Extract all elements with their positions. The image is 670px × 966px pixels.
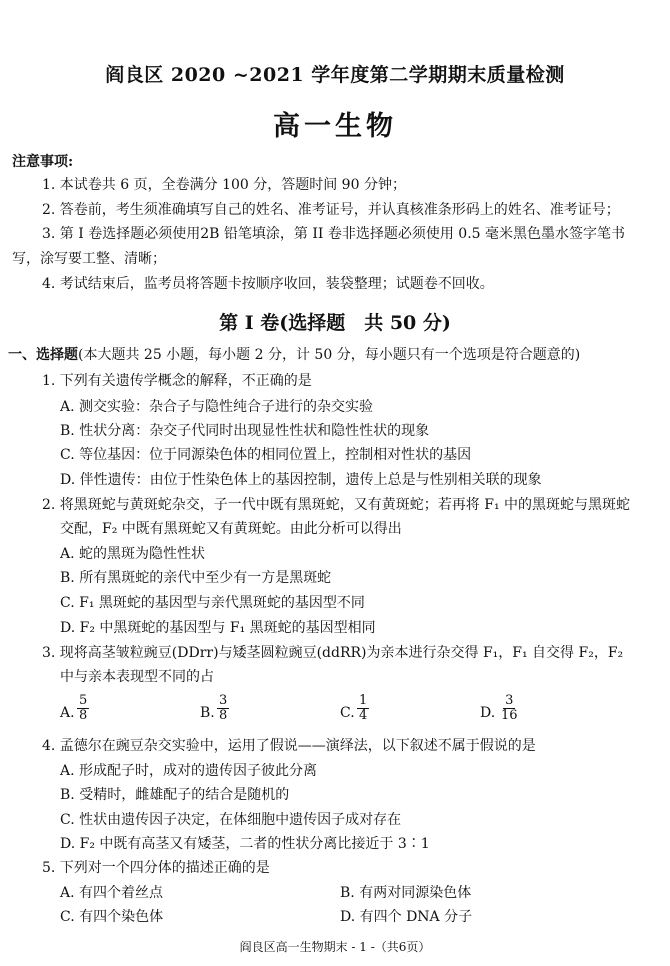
note-item: 4. 考试结束后，监考员将答题卡按顺序收回，装袋整理；试题卷不回收。 [42, 276, 494, 292]
part-description: (本大题共 25 小题，每小题 2 分，计 50 分，每小题只有一个选项是符合题意的) [78, 347, 581, 363]
numerator: 5 [79, 693, 88, 708]
question-stem: 5. 下列对一个四分体的描述正确的是 [42, 860, 270, 876]
denominator: 4 [359, 708, 368, 723]
question-stem: 中与亲本表现型不同的占 [60, 669, 214, 685]
option-fraction [501, 694, 518, 723]
option-label: D. [480, 705, 496, 721]
denominator: 8 [79, 708, 88, 723]
part-heading [8, 346, 580, 364]
option: D. F₂ 中黑斑蛇的基因型与 F₁ 黑斑蛇的基因型相同 [60, 620, 376, 636]
note-item: 1. 本试卷共 6 页，全卷满分 100 分，答题时间 90 分钟； [42, 177, 406, 193]
subject-title: 高一生物 [273, 111, 397, 142]
option: C. 等位基因：位于同源染色体的相同位置上，控制相对性状的基因 [60, 447, 472, 463]
option-label: C. [340, 705, 355, 721]
option: C. F₁ 黑斑蛇的基因型与亲代黑斑蛇的基因型不同 [60, 595, 365, 611]
option: D. 有四个 DNA 分子 [340, 909, 473, 925]
note-item: 3. 第 I 卷选择题必须使用2B 铅笔填涂，第 II 卷非选择题必须使用 0.5 毫米黑色墨水签字笔书 [42, 226, 626, 242]
option-fraction [77, 694, 89, 723]
option: A. 形成配子时，成对的遗传因子彼此分离 [60, 763, 318, 779]
note-item: 写，涂写要工整、清晰； [12, 251, 166, 267]
section-title: 第 I 卷(选择题 共 50 分) [219, 312, 451, 334]
part-label: 一、选择题 [8, 347, 78, 363]
question-stem: 4. 孟德尔在豌豆杂交实验中，运用了假说——演绎法，以下叙述不属于假说的是 [42, 738, 536, 754]
option-label: A. [60, 705, 75, 721]
option: B. 所有黑斑蛇的亲代中至少有一方是黑斑蛇 [60, 570, 332, 586]
question-stem: 2. 将黑斑蛇与黄斑蛇杂交，子一代中既有黑斑蛇，又有黄斑蛇；若再将 F₁ 中的黑斑蛇与黑斑蛇 [42, 497, 631, 513]
numerator: 1 [359, 693, 368, 708]
option: B. 受精时，雌雄配子的结合是随机的 [60, 787, 290, 803]
question-stem: 交配，F₂ 中既有黑斑蛇又有黄斑蛇。由此分析可以得出 [60, 521, 402, 537]
option: A. 测交实验：杂合子与隐性纯合子进行的杂交实验 [60, 399, 374, 415]
option: D. F₂ 中既有高茎又有矮茎，二者的性状分离比接近于 3∶1 [60, 836, 430, 852]
option-label: B. [200, 705, 215, 721]
option-fraction [217, 694, 229, 723]
option: C. 性状由遗传因子决定，在体细胞中遗传因子成对存在 [60, 812, 402, 828]
question-stem: 1. 下列有关遗传学概念的解释，不正确的是 [42, 373, 312, 389]
notes-heading: 注意事项: [12, 154, 74, 170]
denominator: 16 [501, 708, 518, 723]
page-footer: 阎良区高一生物期末 - 1 -（共6页） [239, 940, 431, 954]
option: A. 有四个着丝点 [60, 885, 164, 901]
note-item: 2. 答卷前，考生须准确填写自己的姓名、准考证号，并认真核准条形码上的姓名、准考证号； [42, 202, 620, 218]
numerator: 3 [219, 693, 228, 708]
numerator: 3 [505, 693, 514, 708]
exam-title: 阎良区 2020 ~2021 学年度第二学期期末质量检测 [105, 64, 565, 86]
option: A. 蛇的黑斑为隐性性状 [60, 546, 206, 562]
option: B. 有两对同源染色体 [340, 885, 472, 901]
option-fraction [357, 694, 369, 723]
question-stem: 3. 现将高茎皱粒豌豆(DDrr)与矮茎圆粒豌豆(ddRR)为亲本进行杂交得 F₁，F₁ 自交得 F₂，F₂ [42, 645, 624, 661]
option: C. 有四个染色体 [60, 909, 164, 925]
denominator: 8 [219, 708, 228, 723]
option: D. 伴性遗传：由位于性染色体上的基因控制，遗传上总是与性别相关联的现象 [60, 472, 542, 488]
option: B. 性状分离：杂交子代同时出现显性性状和隐性性状的现象 [60, 423, 430, 439]
